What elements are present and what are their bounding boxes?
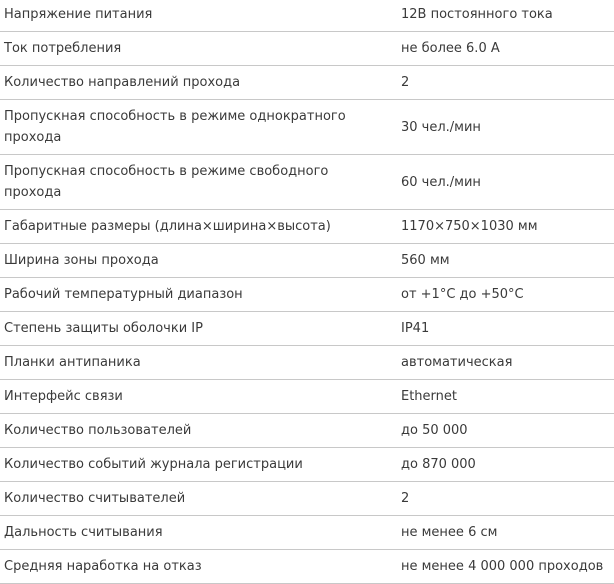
spec-name: Габаритные размеры (длина×ширина×высота) — [0, 210, 393, 244]
spec-name: Количество направлений прохода — [0, 66, 393, 100]
spec-value: 60 чел./мин — [393, 155, 614, 210]
table-row — [0, 155, 614, 210]
spec-name: Дальность считывания — [0, 516, 393, 550]
spec-name: Пропускная способность в режиме однократного прохода — [0, 100, 393, 155]
table-row — [0, 244, 614, 278]
spec-name: Рабочий температурный диапазон — [0, 278, 393, 312]
spec-value: 2 — [393, 66, 614, 100]
table-row — [0, 414, 614, 448]
table-row — [0, 346, 614, 380]
spec-name: Количество событий журнала регистрации — [0, 448, 393, 482]
spec-name: Ширина зоны прохода — [0, 244, 393, 278]
table-row — [0, 0, 614, 32]
spec-value: 560 мм — [393, 244, 614, 278]
spec-name: Пропускная способность в режиме свободного прохода — [0, 155, 393, 210]
table-row — [0, 448, 614, 482]
spec-value: 2 — [393, 482, 614, 516]
spec-value: Ethernet — [393, 380, 614, 414]
spec-value: 30 чел./мин — [393, 100, 614, 155]
table-row — [0, 550, 614, 584]
spec-name: Напряжение питания — [0, 0, 393, 32]
table-row — [0, 516, 614, 550]
table-row — [0, 380, 614, 414]
spec-value: не более 6.0 А — [393, 32, 614, 66]
table-row — [0, 278, 614, 312]
spec-value: не менее 4 000 000 проходов — [393, 550, 614, 584]
spec-value: 1170×750×1030 мм — [393, 210, 614, 244]
table-row — [0, 312, 614, 346]
spec-name: Ток потребления — [0, 32, 393, 66]
spec-name: Планки антипаника — [0, 346, 393, 380]
table-row — [0, 32, 614, 66]
spec-value: автоматическая — [393, 346, 614, 380]
spec-value: не менее 6 см — [393, 516, 614, 550]
spec-name: Количество пользователей — [0, 414, 393, 448]
table-row — [0, 210, 614, 244]
spec-value: до 870 000 — [393, 448, 614, 482]
spec-value: от +1°С до +50°С — [393, 278, 614, 312]
spec-value: до 50 000 — [393, 414, 614, 448]
table-row — [0, 482, 614, 516]
spec-value: IP41 — [393, 312, 614, 346]
table-row — [0, 66, 614, 100]
spec-name: Количество считывателей — [0, 482, 393, 516]
spec-name: Интерфейс связи — [0, 380, 393, 414]
spec-value: 12В постоянного тока — [393, 0, 614, 32]
table-row — [0, 100, 614, 155]
spec-name: Средняя наработка на отказ — [0, 550, 393, 584]
spec-name: Степень защиты оболочки IP — [0, 312, 393, 346]
